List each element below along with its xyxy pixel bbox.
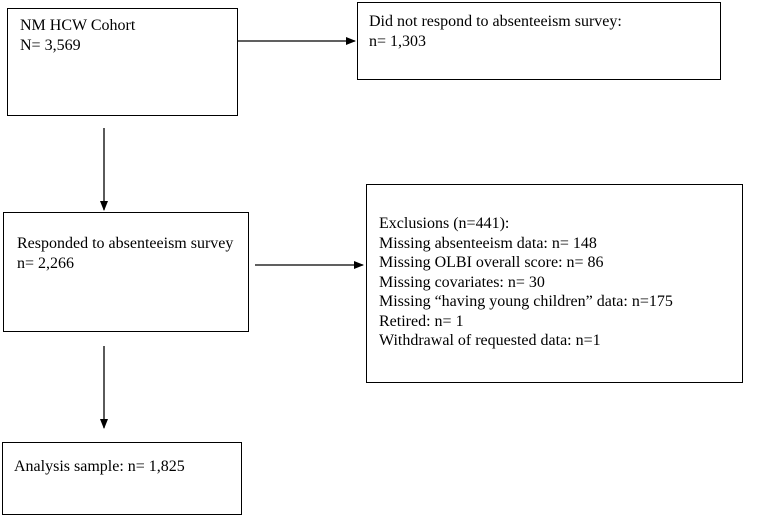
exclusion-item: Missing “having young children” data: n=175 [379,293,673,310]
non-response-count: n= 1,303 [369,33,427,50]
exclusion-item: Missing absenteeism data: n= 148 [379,234,597,252]
cohort-title: NM HCW Cohort [20,17,136,34]
cohort-count: N= 3,569 [20,37,81,54]
analysis-sample-box [2,442,242,515]
exclusions-title: Exclusions (n=441): [379,215,510,232]
analysis-sample-label: Analysis sample: n= 1,825 [14,458,185,475]
exclusions-box [366,184,743,383]
responded-count: n= 2,266 [17,255,75,272]
exclusion-item: Missing OLBI overall score: n= 86 [379,254,604,271]
non-response-box [357,2,721,80]
exclusion-item: Retired: n= 1 [379,312,464,330]
exclusion-item: Withdrawal of requested data: n=1 [379,332,601,349]
responded-box [3,212,249,332]
cohort-box [7,8,238,116]
non-response-title: Did not respond to absenteeism survey: [369,13,622,30]
exclusion-item: Missing covariates: n= 30 [379,273,545,291]
responded-title: Responded to absenteeism survey [17,235,234,252]
